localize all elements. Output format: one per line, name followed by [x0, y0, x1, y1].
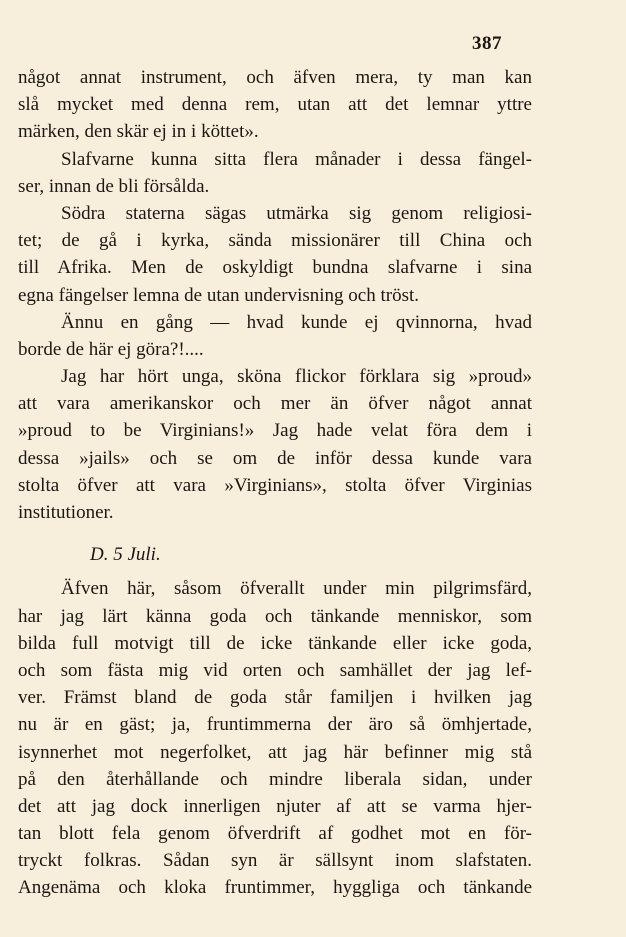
text-line: tan blott fela genom öfverdrift af godhet mot en för-: [18, 823, 532, 845]
section-one: [18, 64, 532, 526]
text-line: Jag har hört unga, sköna flickor förklara sig »proud»: [61, 366, 532, 388]
text-line: Ännu en gång — hvad kunde ej qvinnorna, hvad: [61, 311, 532, 333]
section-two: [18, 575, 532, 901]
text-line: Södra staterna sägas utmärka sig genom religiosi-: [61, 202, 532, 224]
page-body: [18, 64, 532, 902]
text-line: Angenäma och kloka fruntimmer, hyggliga och tänkande: [18, 877, 532, 899]
text-line: ser, innan de bli försålda.: [18, 175, 210, 197]
text-line: stolta öfver att vara »Virginians», stolta öfver Virginias: [18, 474, 532, 496]
text-line: isynnerhet mot negerfolket, att jag här befinner mig stå: [18, 741, 532, 763]
text-line: till Afrika. Men de oskyldigt bundna slafvarne i sina: [18, 257, 532, 279]
text-line: borde de här ej göra?!....: [18, 338, 204, 360]
text-line: nu är en gäst; ja, fruntimmerna der äro så ömhjertade,: [18, 714, 532, 736]
text-line: ver. Främst bland de goda står familjen i hvilken jag: [18, 687, 532, 709]
text-line: på den återhållande och mindre liberala sidan, under: [18, 768, 532, 790]
text-line: tryckt folkras. Sådan syn är sällsynt inom slafstaten.: [18, 850, 532, 872]
text-line: egna fängelser lemna de utan undervisning och tröst.: [18, 284, 419, 306]
text-line: märken, den skär ej in i köttet».: [18, 121, 259, 143]
text-line: något annat instrument, och äfven mera, ty man kan: [18, 67, 532, 88]
text-line: tet; de gå i kyrka, sända missionärer till China och: [18, 230, 532, 252]
text-line: institutioner.: [18, 502, 114, 523]
text-line: har jag lärt känna goda och tänkande menniskor, som: [18, 605, 532, 627]
text-line: slå mycket med denna rem, utan att det lemnar yttre: [18, 94, 532, 116]
text-line: dessa »jails» och se om de inför dessa kunde vara: [18, 447, 532, 469]
text-line: att vara amerikanskor och mer än öfver något annat: [18, 393, 532, 415]
text-line: det att jag dock innerligen njuter af att se varma hjer-: [18, 795, 532, 817]
date-heading: D. 5 Juli.: [90, 544, 161, 566]
text-line: och som fästa mig vid orten och samhället der jag lef-: [18, 659, 532, 681]
text-line: »proud to be Virginians!» Jag hade velat föra dem i: [18, 420, 532, 442]
text-line: Slafvarne kunna sitta flera månader i dessa fängel-: [61, 148, 532, 170]
page-number: 387: [472, 33, 502, 54]
text-line: bilda full motvigt till de icke tänkande eller icke goda,: [18, 632, 532, 654]
text-line: Äfven här, såsom öfverallt under min pilgrimsfärd,: [61, 578, 532, 600]
